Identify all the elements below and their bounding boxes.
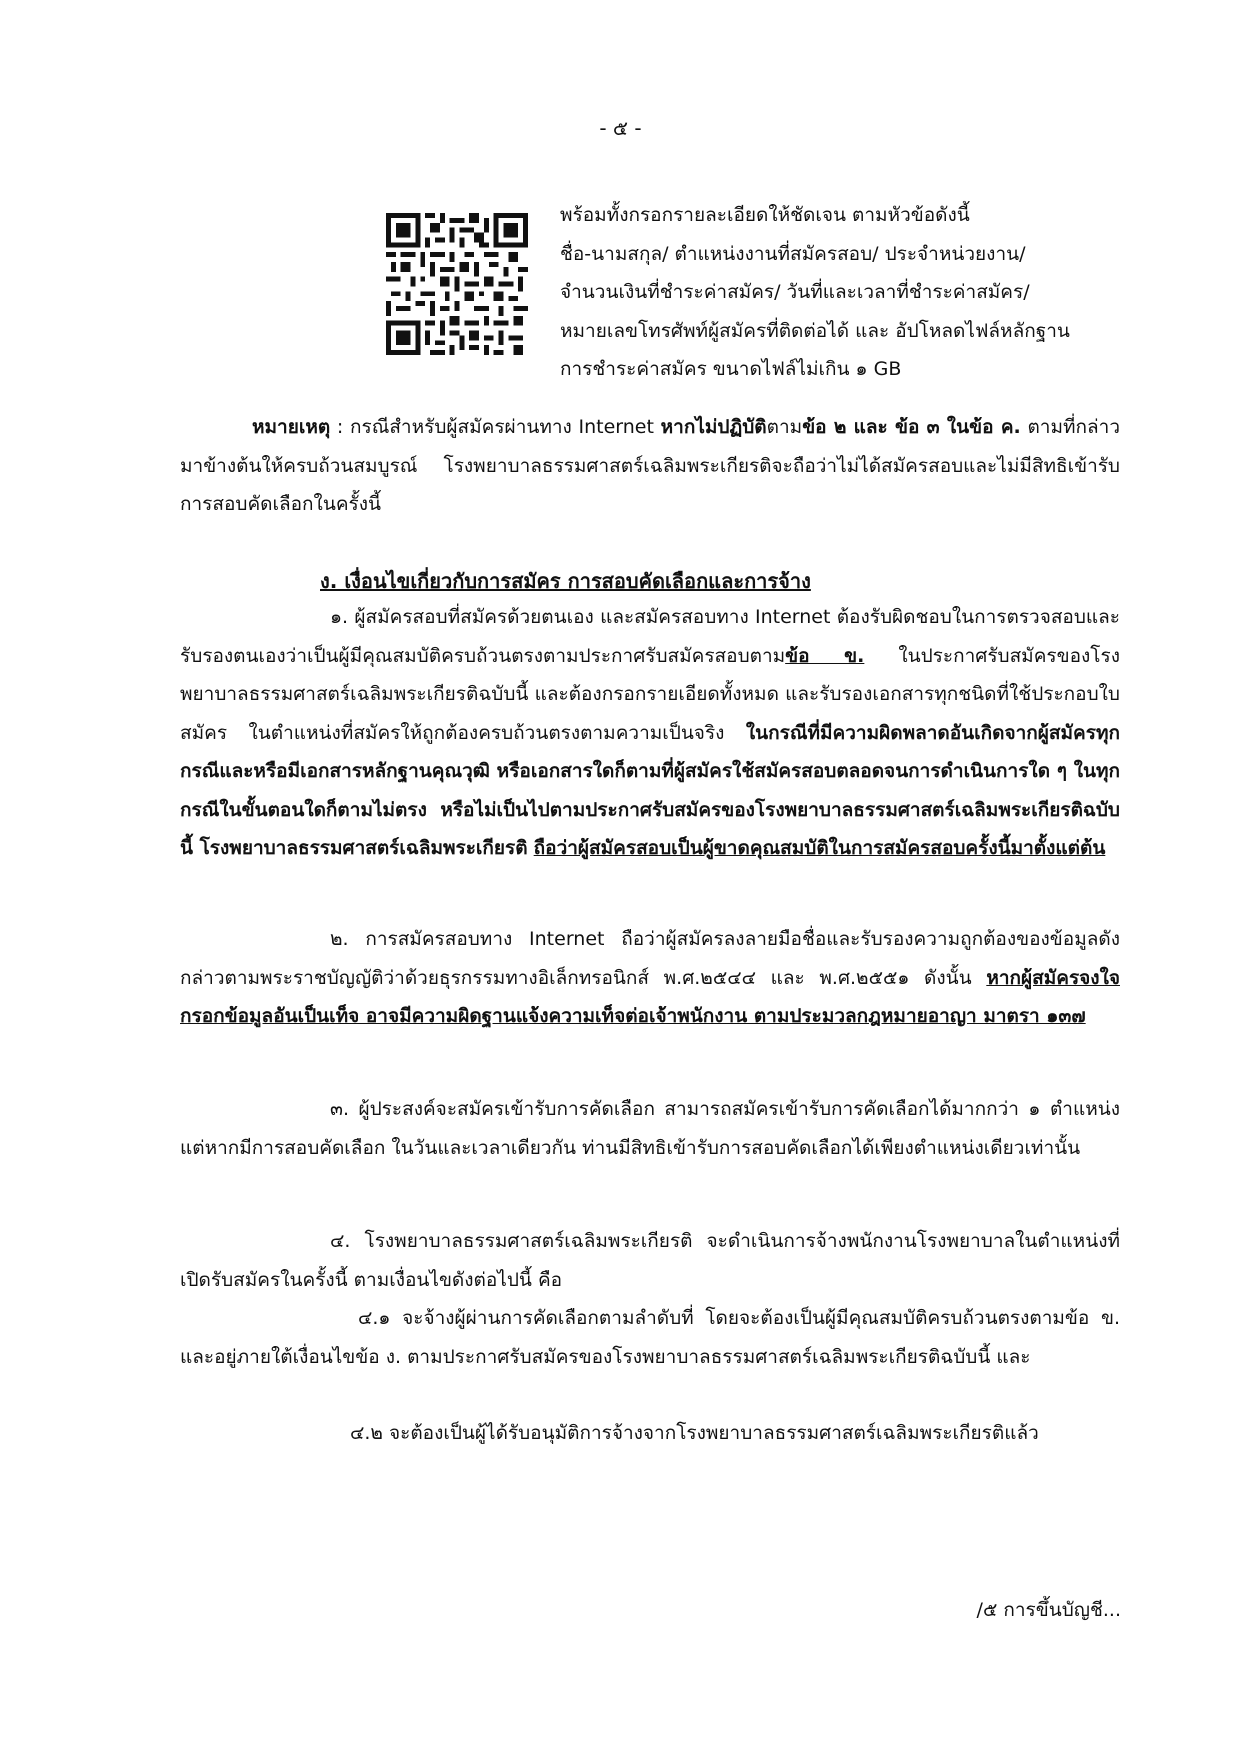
intro-line: จำนวนเงินที่ชำระค่าสมัคร/ วันที่และเวลาที่ชำระค่าสมัคร/ (560, 281, 1030, 303)
item-1-text: ในประกาศรับสมัครของโรงพยาบาลธรรมศาสตร์เฉลิมพระเกียรติฉบับนี้ และต้องกรอกรายเอียดทั้งหมด และรับรองเอกสารทุกชนิดที่ใช้ประกอบใบสมัคร ในตำแหน่งที่สมัครให้ถูกต้องครบถ้วนตรงตามความเป็นจริง (180, 644, 1120, 744)
page-number: - ๕ - (599, 116, 642, 140)
section-heading: ง. เงื่อนไขเกี่ยวกับการสมัคร การสอบคัดเลือกและการจ้าง (320, 569, 811, 593)
item-1-ref: ข้อ ข. (785, 644, 865, 667)
note-label: หมายเหตุ (252, 416, 331, 438)
intro-line: การชำระค่าสมัคร ขนาดไฟล์ไม่เกิน ๑ GB (560, 358, 902, 380)
item-3-paragraph: ๓. ผู้ประสงค์จะสมัครเข้ารับการคัดเลือก สามารถสมัครเข้ารับการคัดเลือกได้มากกว่า ๑ ตำแหน่ง แต่หากมีการสอบคัดเลือก ในวันและเวลาเดียวกัน ท่านมีสิทธิเข้ารับการสอบคัดเลือกได้เพียงตำแหน่งเดียวเท่านั้น (180, 1098, 1120, 1159)
item-1-paragraph (180, 598, 1120, 868)
intro-line: พร้อมทั้งกรอกรายละเอียดให้ชัดเจน ตามหัวข้อดังนี้ (560, 204, 970, 226)
item-1-bold-underline: ถือว่าผู้สมัครสอบเป็นผู้ขาดคุณสมบัติในการสมัครสอบครั้งนี้มาตั้งแต่ต้น (533, 837, 1106, 859)
item-2-bold-underline: หากผู้สมัครจงใจกรอกข้อมูลอันเป็นเท็จ อาจมีความผิดฐานแจ้งความเท็จต่อเจ้าพนักงาน ตามประมวลกฎหมายอาญา มาตรา ๑๓๗ (180, 966, 1120, 1027)
qr-code-icon (386, 210, 528, 358)
note-text: ตาม (766, 416, 803, 438)
intro-text (560, 196, 1140, 389)
note-bold: หากไม่ปฏิบัติ (660, 416, 767, 438)
note-text: ตามที่กล่าวมาข้างต้นให้ครบถ้วนสมบูรณ์ โรงพยาบาลธรรมศาสตร์เฉลิมพระเกียรติจะถือว่าไม่ได้สมัครสอบและไม่มีสิทธิเข้ารับการสอบคัดเลือกในครั้งนี้ (180, 416, 1120, 515)
note-text: : กรณีสำหรับผู้สมัครผ่านทาง Internet (330, 416, 661, 438)
intro-line: ชื่อ-นามสกุล/ ตำแหน่งงานที่สมัครสอบ/ ประจำหน่วยงาน/ (560, 242, 1026, 265)
continuation-footer: /๕ การขึ้นบัญชี... (976, 1599, 1121, 1621)
note-paragraph (180, 408, 1120, 524)
note-bold: ข้อ ๒ และ ข้อ ๓ ในข้อ ค. (802, 416, 1021, 438)
item-2-paragraph (180, 920, 1120, 1036)
item-4-2-paragraph: ๔.๒ จะต้องเป็นผู้ได้รับอนุมัติการจ้างจากโรงพยาบาลธรรมศาสตร์เฉลิมพระเกียรติแล้ว (350, 1422, 1039, 1444)
intro-line: หมายเลขโทรศัพท์ผู้สมัครที่ติดต่อได้ และ อัปโหลดไฟล์หลักฐาน (560, 319, 1070, 342)
item-2-text: ๒. การสมัครสอบทาง Internet ถือว่าผู้สมัครลงลายมือชื่อและรับรองความถูกต้องของข้อมูลดังกล่าวตามพระราชบัญญัติว่าด้วยธุรกรรมทางอิเล็กทรอนิกส์ พ.ศ.๒๕๔๔ และ พ.ศ.๒๕๕๑ ดังนั้น (180, 928, 1120, 989)
item-4-paragraph: ๔. โรงพยาบาลธรรมศาสตร์เฉลิมพระเกียรติ จะดำเนินการจ้างพนักงานโรงพยาบาลในตำแหน่งที่เปิดรับสมัครในครั้งนี้ ตามเงื่อนไขดังต่อไปนี้ คือ (180, 1230, 1120, 1291)
item-1-text: ๑. ผู้สมัครสอบที่สมัครด้วยตนเอง และสมัครสอบทาง Internet ต้องรับผิดชอบในการตรวจสอบและรับรองตนเองว่าเป็นผู้มีคุณสมบัติครบถ้วนตรงตามประกาศรับสมัครสอบตาม (180, 606, 1120, 667)
item-1-bold: ในกรณีที่มีความผิดพลาดอันเกิดจากผู้สมัครทุกกรณีและหรือมีเอกสารหลักฐานคุณวุฒิ หรือเอกสารใดก็ตามที่ผู้สมัครใช้สมัครสอบตลอดจนการดำเนินการใด ๆ ในทุกกรณีในขั้นตอนใดก็ตามไม่ตรง หรือไม่เป็นไปตามประกาศรับสมัครของโรงพยาบาลธรรมศาสตร์เฉลิมพระเกียรติฉบับนี้ โรงพยาบาลธรรมศาสตร์เฉลิมพระเกียรติ (180, 721, 1120, 859)
item-4-1-paragraph: ๔.๑ จะจ้างผู้ผ่านการคัดเลือกตามลำดับที่ โดยจะต้องเป็นผู้มีคุณสมบัติครบถ้วนตรงตามข้อ ข. และอยู่ภายใต้เงื่อนไขข้อ ง. ตามประกาศรับสมัครของโรงพยาบาลธรรมศาสตร์เฉลิมพระเกียรติฉบับนี้ และ (180, 1307, 1120, 1368)
